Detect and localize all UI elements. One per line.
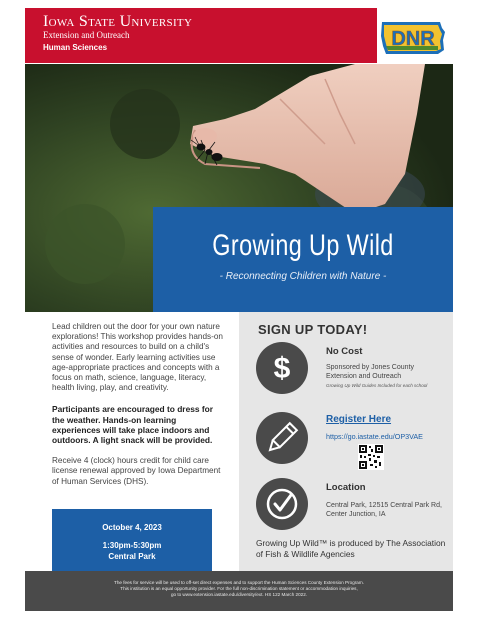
dnr-logo-text: DNR bbox=[391, 28, 435, 50]
participants-text: Participants are encouraged to dress for the weather. Hands-on learning experiences will take place indoors and outdoors. A light snack will be provided. bbox=[52, 404, 214, 446]
title-box bbox=[153, 207, 453, 312]
event-time: 1:30pm-5:30pm bbox=[102, 541, 162, 550]
footer bbox=[25, 571, 453, 611]
signup-heading: SIGN UP TODAY! bbox=[258, 322, 368, 337]
university-name: Iowa State University bbox=[43, 13, 193, 30]
footer-line-1: The fees for service will be used to off-set direct expenses and to support the Human Sciences County Extension Program. bbox=[114, 580, 364, 585]
register-link[interactable]: Register Here bbox=[326, 414, 392, 425]
extension-name: Extension and Outreach bbox=[43, 30, 130, 40]
cost-title: No Cost bbox=[326, 346, 363, 357]
register-url[interactable]: https://go.iastate.edu/OP3VAE bbox=[326, 432, 423, 441]
qr-code-icon[interactable] bbox=[358, 444, 384, 470]
description-column bbox=[52, 322, 224, 498]
checkmark-icon bbox=[256, 478, 308, 530]
cost-text: Sponsored by Jones County Extension and Outreach bbox=[326, 364, 414, 380]
isu-header bbox=[25, 8, 377, 63]
pencil-icon bbox=[256, 412, 308, 464]
svg-text:$: $ bbox=[273, 352, 291, 385]
event-date: October 4, 2023 bbox=[102, 523, 162, 532]
event-place: Central Park bbox=[108, 552, 156, 561]
cost-note: Growing Up Wild Guides Included for each school bbox=[326, 383, 428, 388]
intro-text: Lead children out the door for your own nature explorations! This workshop provides hands-on activities and resources to build on a child's sense of wonder. Early learning activities use age-appropriate practices and concepts with a focus on math, science, language, literacy, health living, play, and creativity. bbox=[52, 322, 223, 393]
department-name: Human Sciences bbox=[43, 43, 108, 52]
credit-text: Receive 4 (clock) hours credit for child care license renewal approved by Iowa Department of Human Services (DHS). bbox=[52, 456, 221, 486]
dnr-logo bbox=[378, 16, 448, 58]
dollar-icon bbox=[256, 342, 308, 394]
page-title: Growing Up Wild bbox=[212, 229, 394, 262]
produced-by-text: Growing Up Wild™ is produced by The Association of Fish & Wildlife Agencies bbox=[256, 538, 446, 559]
location-title: Location bbox=[326, 482, 366, 493]
page-subtitle: - Reconnecting Children with Nature - bbox=[219, 271, 387, 282]
footer-line-2: This institution is an equal opportunity provider. For the full non-discrimination statement or accommodation inquiries, bbox=[120, 586, 358, 591]
footer-line-3: go to www.extension.iastate.edu/diversity/ext. HS 122 March 2022. bbox=[170, 592, 308, 597]
location-text: Central Park, 12515 Central Park Rd, Center Junction, IA bbox=[326, 502, 442, 518]
